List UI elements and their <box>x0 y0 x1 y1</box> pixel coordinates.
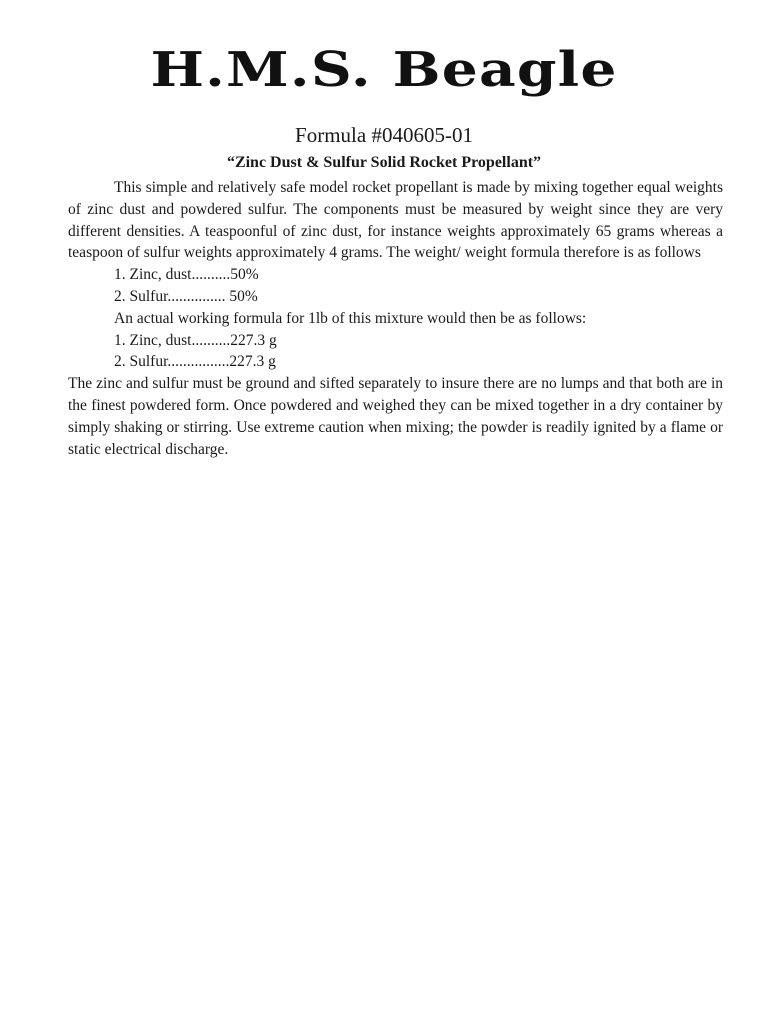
percent-formula-item-sulfur: 2. Sulfur............... 50% <box>114 287 258 305</box>
formula-number: Formula #040605-01 <box>295 123 473 147</box>
gram-formula-item-sulfur: 2. Sulfur................227.3 g <box>114 353 276 371</box>
working-formula-intro: An actual working formula for 1lb of this mixture would then be as follows: <box>114 309 587 327</box>
percent-formula-item-zinc: 1. Zinc, dust..........50% <box>114 266 259 284</box>
formula-title: “Zinc Dust & Sulfur Solid Rocket Propellant” <box>226 154 542 171</box>
closing-paragraph: The zinc and sulfur must be ground and sifted separately to insure there are no lumps and that both are in the finest powdered form. Once powdered and weighed they can be mixed together in a dry container by simply shaking or stirring. Use extreme caution when mixing; the powder is readily ignited by a flame or static electrical discharge. <box>68 375 723 458</box>
masthead-title: H.M.S. Beagle <box>150 42 618 98</box>
gram-formula-item-zinc: 1. Zinc, dust..........227.3 g <box>114 331 277 349</box>
document-body <box>68 177 723 460</box>
intro-paragraph: This simple and relatively safe model rocket propellant is made by mixing together equal weights of zinc dust and powdered sulfur. The components must be measured by weight since they are very different densities. A teaspoonful of zinc dust, for instance weights approximately 65 grams whereas a teaspoon of sulfur weights approximately 4 grams. The weight/ weight formula therefore is as follows <box>68 179 723 262</box>
